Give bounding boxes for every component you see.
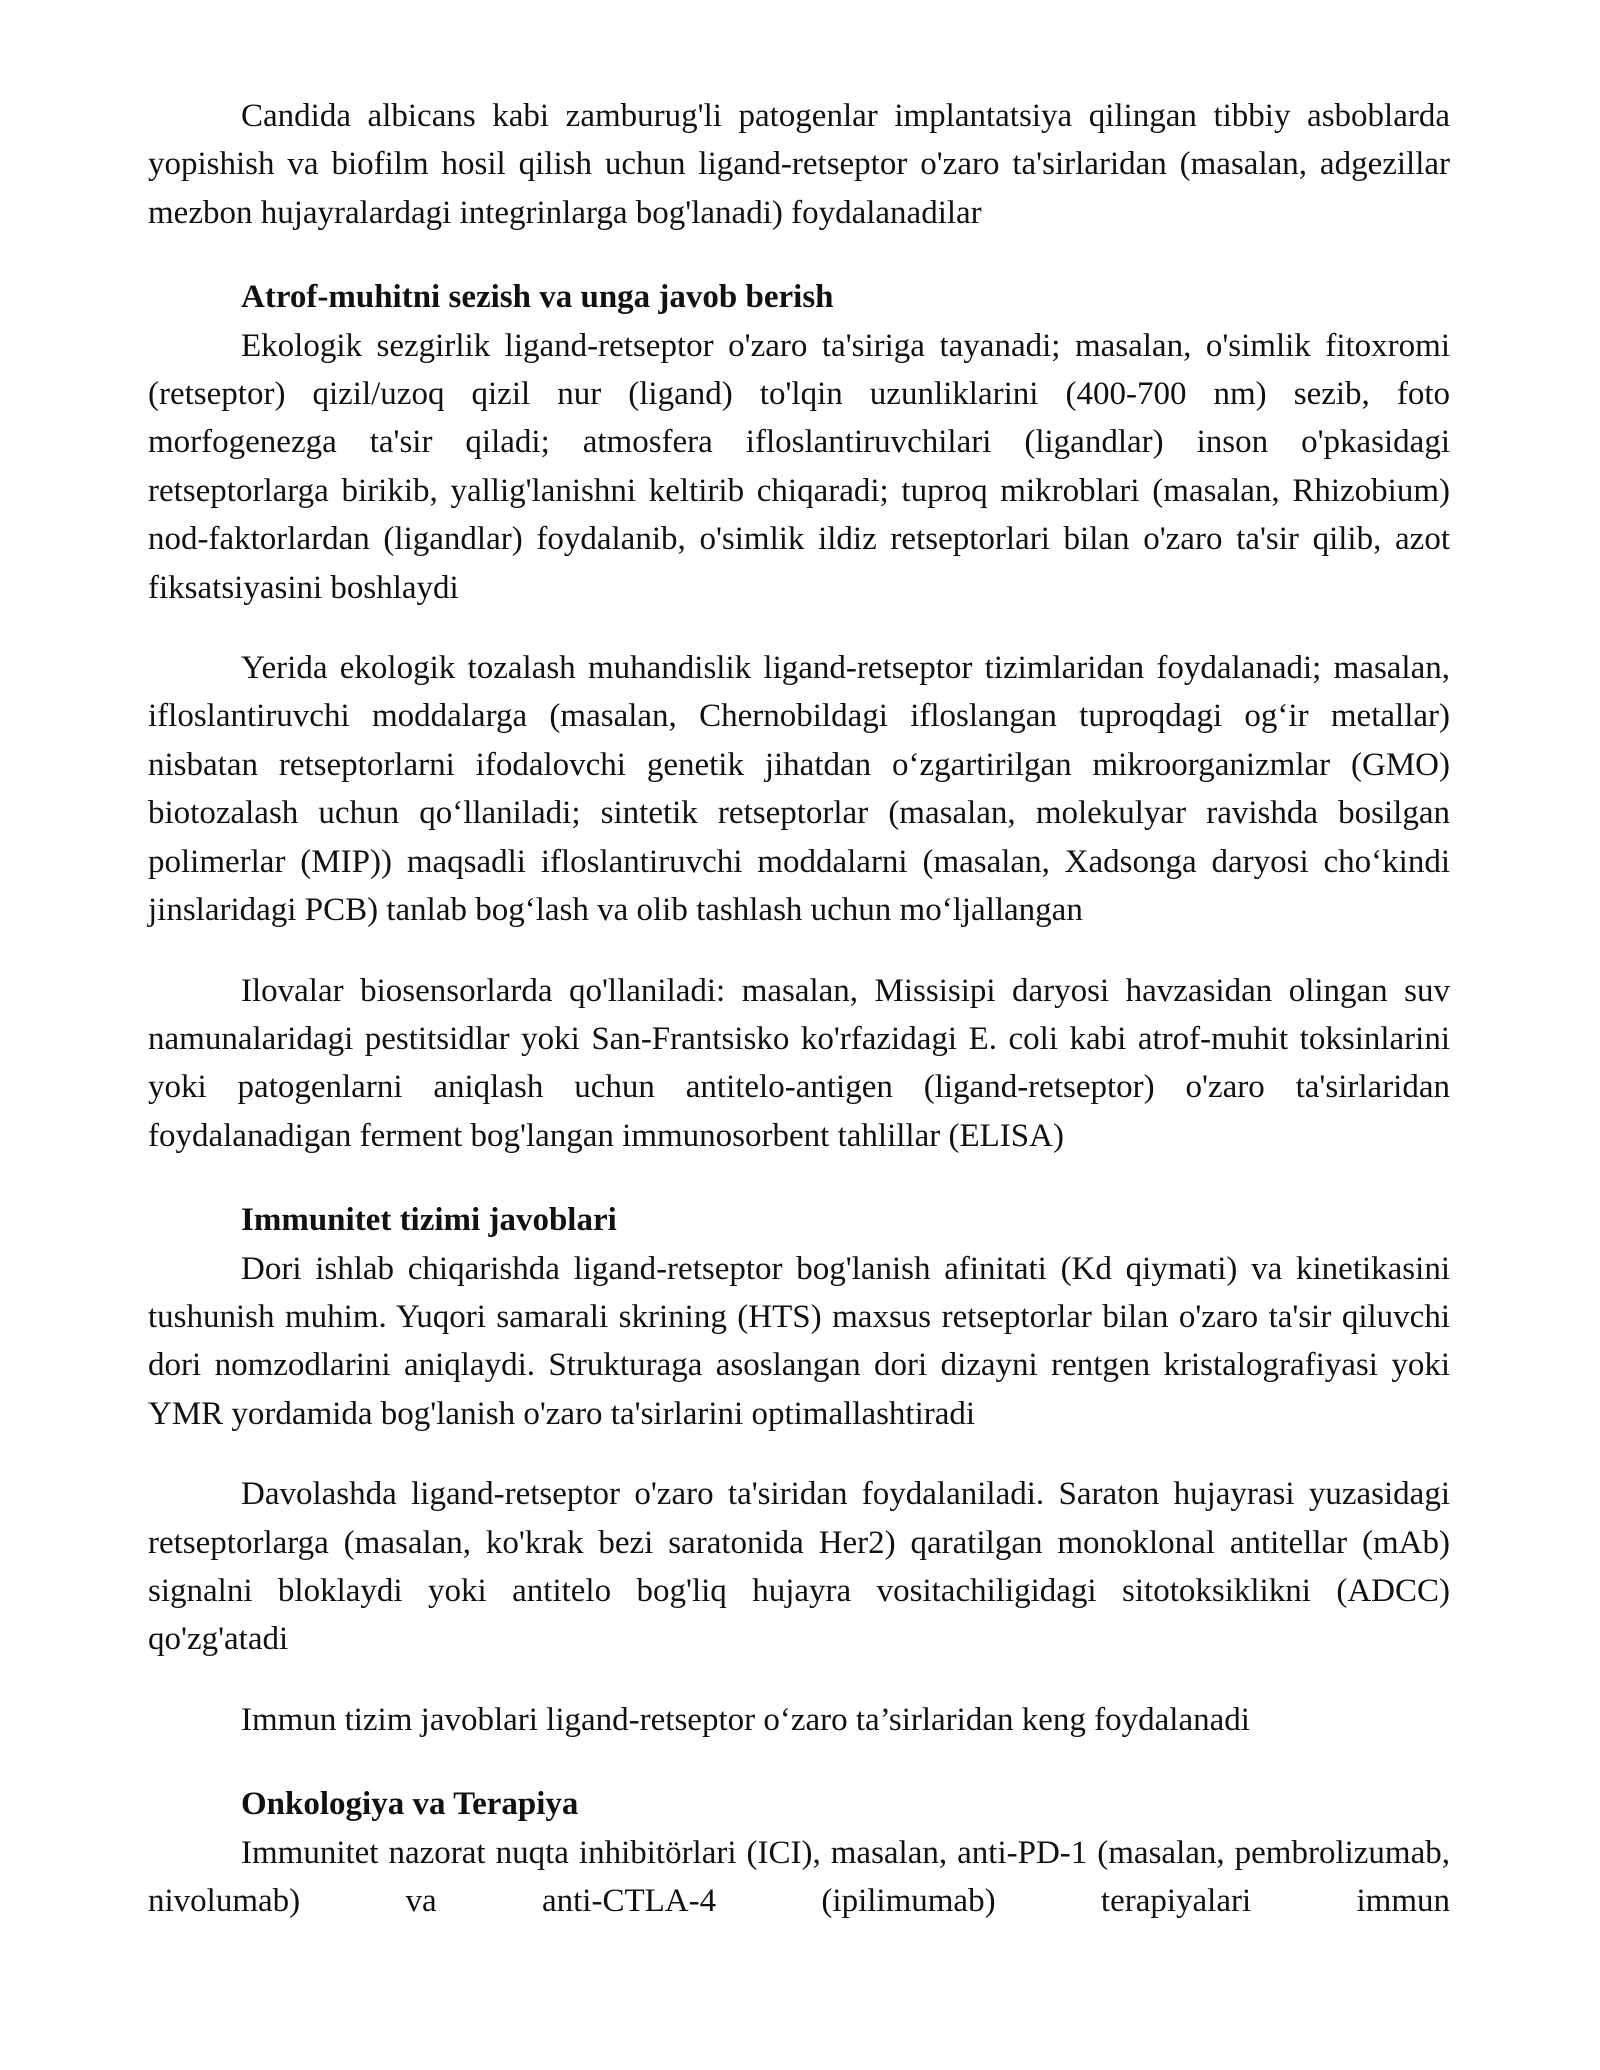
paragraph-therapy: Davolashda ligand-retseptor o'zaro ta'siridan foydalaniladi. Saraton hujayrasi yuzasidagi retseptorlarga (masalan, ko'krak bezi saratonida Her2) qaratilgan monoklonal antitellar (mAb) signalni bloklaydi yoki antitelo bog'liq hujayra vositachiligidagi sitotoksiklikni (ADCC) qo'zg'atadi: [148, 1476, 1450, 1658]
paragraph-drug-discovery: Dori ishlab chiqarishda ligand-retseptor bog'lanish afinitati (Kd qiymati) va kinetikasini tushunish muhim. Yuqori samarali skrining (HTS) maxsus retseptorlar bilan o'zaro ta'sir qiluvchi dori nomzodlarini aniqlaydi. Strukturaga asoslangan dori dizayni rentgen kristalografiyasi yoki YMR yordamida bog'lanish o'zaro ta'sirlarini optimallashtiradi: [148, 1250, 1450, 1432]
paragraph-biosensors: Ilovalar biosensorlarda qo'llaniladi: masalan, Missisipi daryosi havzasidan olingan suv namunalaridagi pestitsidlar yoki San-Frantsisko ko'rfazidagi E. coli kabi atrof-muhit toksinlarini yoki patogenlarni aniqlash uchun antitelo-antigen (ligand-retseptor) o'zaro ta'sirlaridan foydalanadigan ferment bog'langan immunosorbent tahlillar (ELISA): [148, 972, 1450, 1154]
heading-oncology-therapy: Onkologiya va Terapiya: [241, 1786, 579, 1823]
paragraph-bioremediation: Yerida ekologik tozalash muhandislik ligand-retseptor tizimlaridan foydalanadi; masalan, ifloslantiruvchi moddalarga (masalan, Chernobildagi ifloslangan tuproqdagi og‘ir metallar) nisbatan retseptorlarni ifodalovchi genetik jihatdan o‘zgartirilgan mikroorganizmlar (GMO) biotozalash uchun qo‘llaniladi; sintetik retseptorlar (masalan, molekulyar ravishda bosilgan polimerlar (MIP)) maqsadli ifloslantiruvchi moddalarni (masalan, Xadsonga daryosi cho‘kindi jinslaridagi PCB) tanlab bog‘lash va olib tashlash uchun mo‘ljallangan: [148, 650, 1450, 929]
spacer: [148, 1160, 1450, 1196]
heading-environment-sensing: Atrof-muhitni sezish va unga javob berish: [241, 279, 834, 316]
paragraph-checkpoint-inhibitors: Immunitet nazorat nuqta inhibitörlari (ICI), masalan, anti-PD-1 (masalan, pembrolizumab, nivolumab) va anti-CTLA-4 (ipilimumab) terapiyalari immun: [148, 1834, 1450, 1919]
paragraph-immune-summary: Immun tizim javoblari ligand-retseptor o‘zaro ta’sirlaridan keng foydalanadi: [241, 1701, 1250, 1738]
spacer: [148, 1744, 1450, 1780]
document-page: [148, 92, 1450, 1925]
spacer: [148, 1664, 1450, 1696]
paragraph-candida: Candida albicans kabi zamburug'li patogenlar implantatsiya qilingan tibbiy asboblarda yopishish va biofilm hosil qilish uchun ligand-retseptor o'zaro ta'sirlaridan (masalan, adgezillar mezbon hujayralardagi integrinlarga bog'lanadi) foydalanadilar: [148, 98, 1450, 231]
spacer: [148, 612, 1450, 644]
spacer: [148, 237, 1450, 273]
spacer: [148, 1438, 1450, 1470]
heading-immune-responses: Immunitet tizimi javoblari: [241, 1202, 617, 1239]
paragraph-ecological-sensitivity: Ekologik sezgirlik ligand-retseptor o'zaro ta'siriga tayanadi; masalan, o'simlik fitoxromi (retseptor) qizil/uzoq qizil nur (ligand) to'lqin uzunliklarini (400-700 nm) sezib, foto morfogenezga ta'sir qiladi; atmosfera ifloslantiruvchilari (ligandlar) inson o'pkasidagi retseptorlarga birikib, yallig'lanishni keltirib chiqaradi; tuproq mikroblari (masalan, Rhizobium) nod-faktorlardan (ligandlar) foydalanib, o'simlik ildiz retseptorlari bilan o'zaro ta'sir qilib, azot fiksatsiyasini boshlaydi: [148, 327, 1450, 606]
spacer: [148, 935, 1450, 967]
